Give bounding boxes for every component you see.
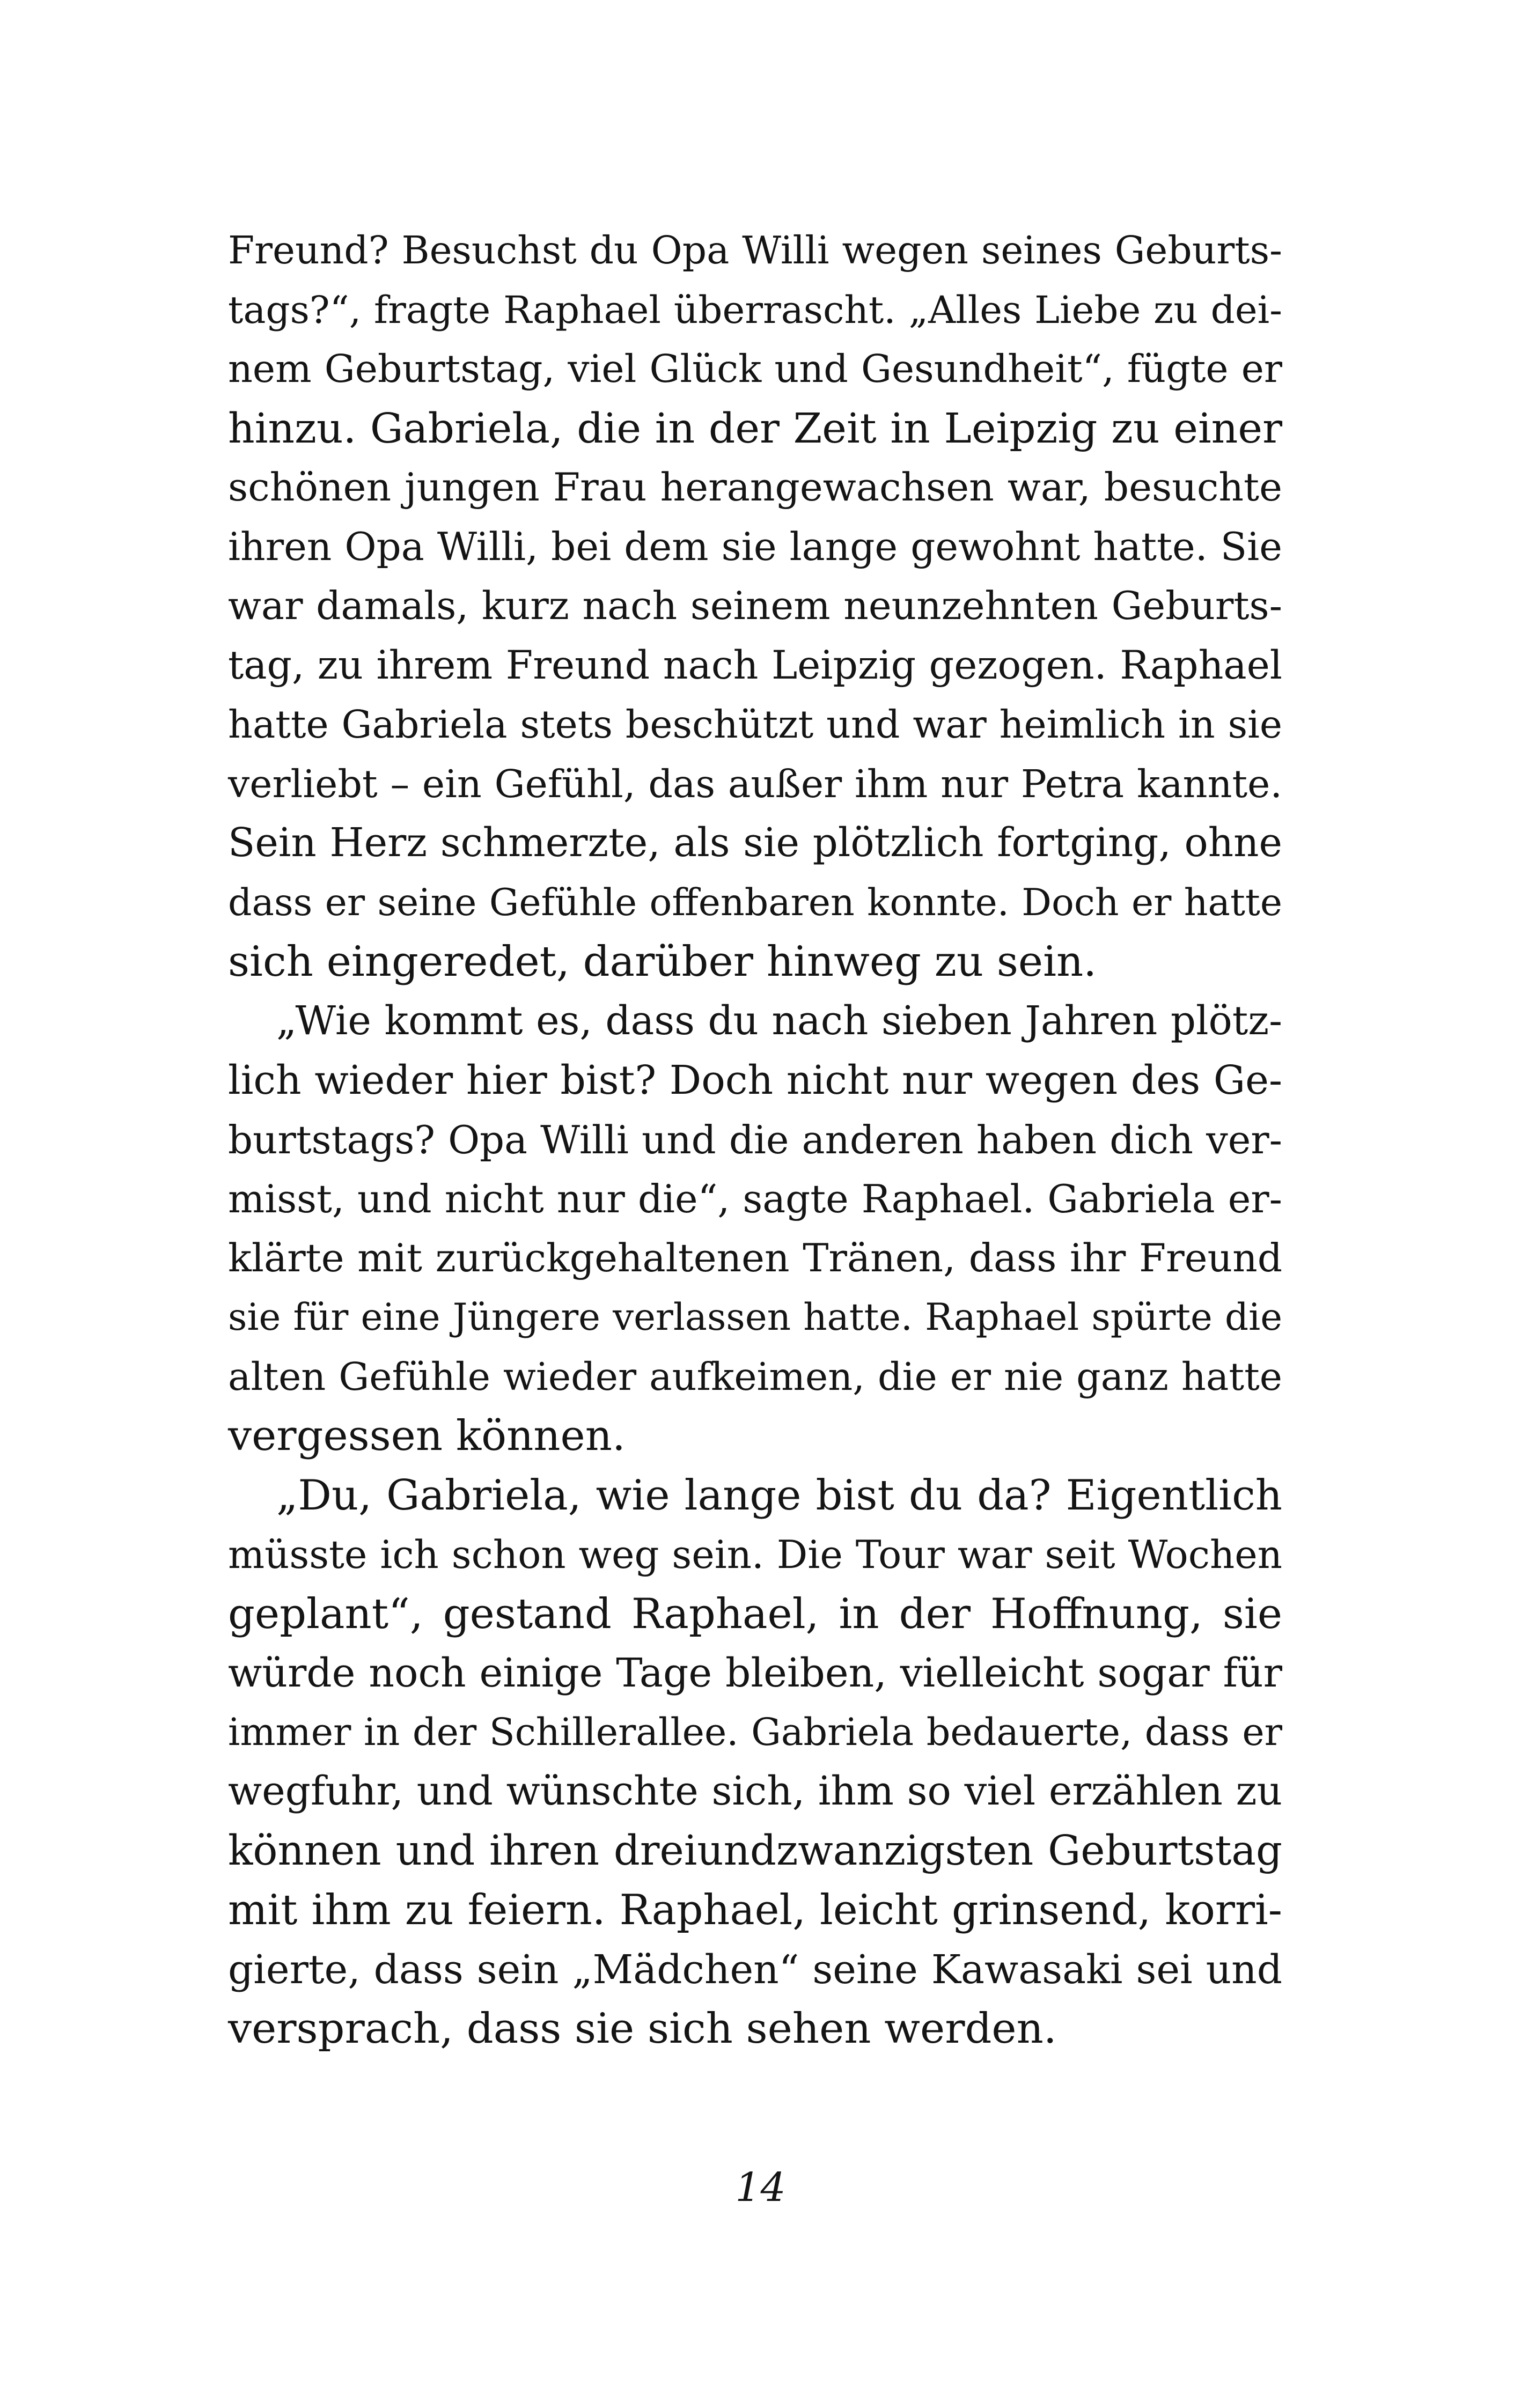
text-line: sie für eine Jüngere verlassen hatte. Raphael spürte die <box>228 1296 1282 1339</box>
text-line: versprach, dass sie sich sehen werden. <box>228 2005 1057 2053</box>
text-line: burtstags? Opa Willi und die anderen haben dich ver- <box>228 1117 1282 1162</box>
text-line: nem Geburtstag, viel Glück und Gesundheit“, fügte er <box>228 347 1282 391</box>
text-line: „Wie kommt es, dass du nach sieben Jahren plötz- <box>276 998 1282 1044</box>
text-line: geplant“, gestand Raphael, in der Hoffnung, sie <box>228 1589 1282 1638</box>
text-line: ihren Opa Willi, bei dem sie lange gewohnt hatte. Sie <box>228 524 1282 570</box>
text-line: hinzu. Gabriela, die in der Zeit in Leipzig zu einer <box>228 404 1282 453</box>
text-line: gierte, dass sein „Mädchen“ seine Kawasaki sei und <box>228 1946 1282 1993</box>
text-line: misst, und nicht nur die“, sagte Raphael. Gabriela er- <box>228 1176 1282 1221</box>
text-line: verliebt – ein Gefühl, das außer ihm nur Petra kannte. <box>228 761 1282 806</box>
text-line: mit ihm zu feiern. Raphael, leicht grinsend, korri- <box>228 1886 1282 1934</box>
paragraph-1 <box>228 221 1282 992</box>
paragraph-2 <box>228 992 1282 1466</box>
text-line: war damals, kurz nach seinem neunzehnten Geburts- <box>228 584 1282 629</box>
page-number: 14 <box>735 2164 786 2211</box>
text-line: tag, zu ihrem Freund nach Leipzig gezogen. Raphael <box>228 643 1282 688</box>
text-line: würde noch einige Tage bleiben, vielleicht sogar für <box>228 1650 1282 1696</box>
text-line: lich wieder hier bist? Doch nicht nur wegen des Ge- <box>228 1057 1282 1103</box>
paragraph-3 <box>228 1466 1282 2059</box>
text-line: klärte mit zurückgehaltenen Tränen, dass ihr Freund <box>228 1235 1282 1281</box>
text-line: können und ihren dreiundzwanzigsten Geburtstag <box>228 1827 1282 1875</box>
text-line: tags?“, fragte Raphael überrascht. „Alles Liebe zu dei- <box>228 287 1282 332</box>
text-line: Sein Herz schmerzte, als sie plötzlich fortging, ohne <box>228 820 1282 866</box>
body-text <box>228 221 1282 2059</box>
text-line: alten Gefühle wieder aufkeimen, die er nie ganz hatte <box>228 1354 1282 1399</box>
text-line: Freund? Besuchst du Opa Willi wegen seines Geburts- <box>228 228 1282 273</box>
text-line: dass er seine Gefühle offenbaren konnte. Doch er hatte <box>228 880 1282 924</box>
text-line: „Du, Gabriela, wie lange bist du da? Eigentlich <box>276 1471 1282 1520</box>
text-line: müsste ich schon weg sein. Die Tour war seit Wochen <box>228 1532 1282 1577</box>
text-line: sich eingeredet, darüber hinweg zu sein. <box>228 938 1097 986</box>
text-line: hatte Gabriela stets beschützt und war heimlich in sie <box>228 702 1282 747</box>
text-line: schönen jungen Frau herangewachsen war, besuchte <box>228 465 1282 510</box>
text-line: vergessen können. <box>228 1412 626 1460</box>
text-line: immer in der Schillerallee. Gabriela bedauerte, dass er <box>228 1710 1282 1754</box>
text-line: wegfuhr, und wünschte sich, ihm so viel erzählen zu <box>228 1769 1282 1814</box>
